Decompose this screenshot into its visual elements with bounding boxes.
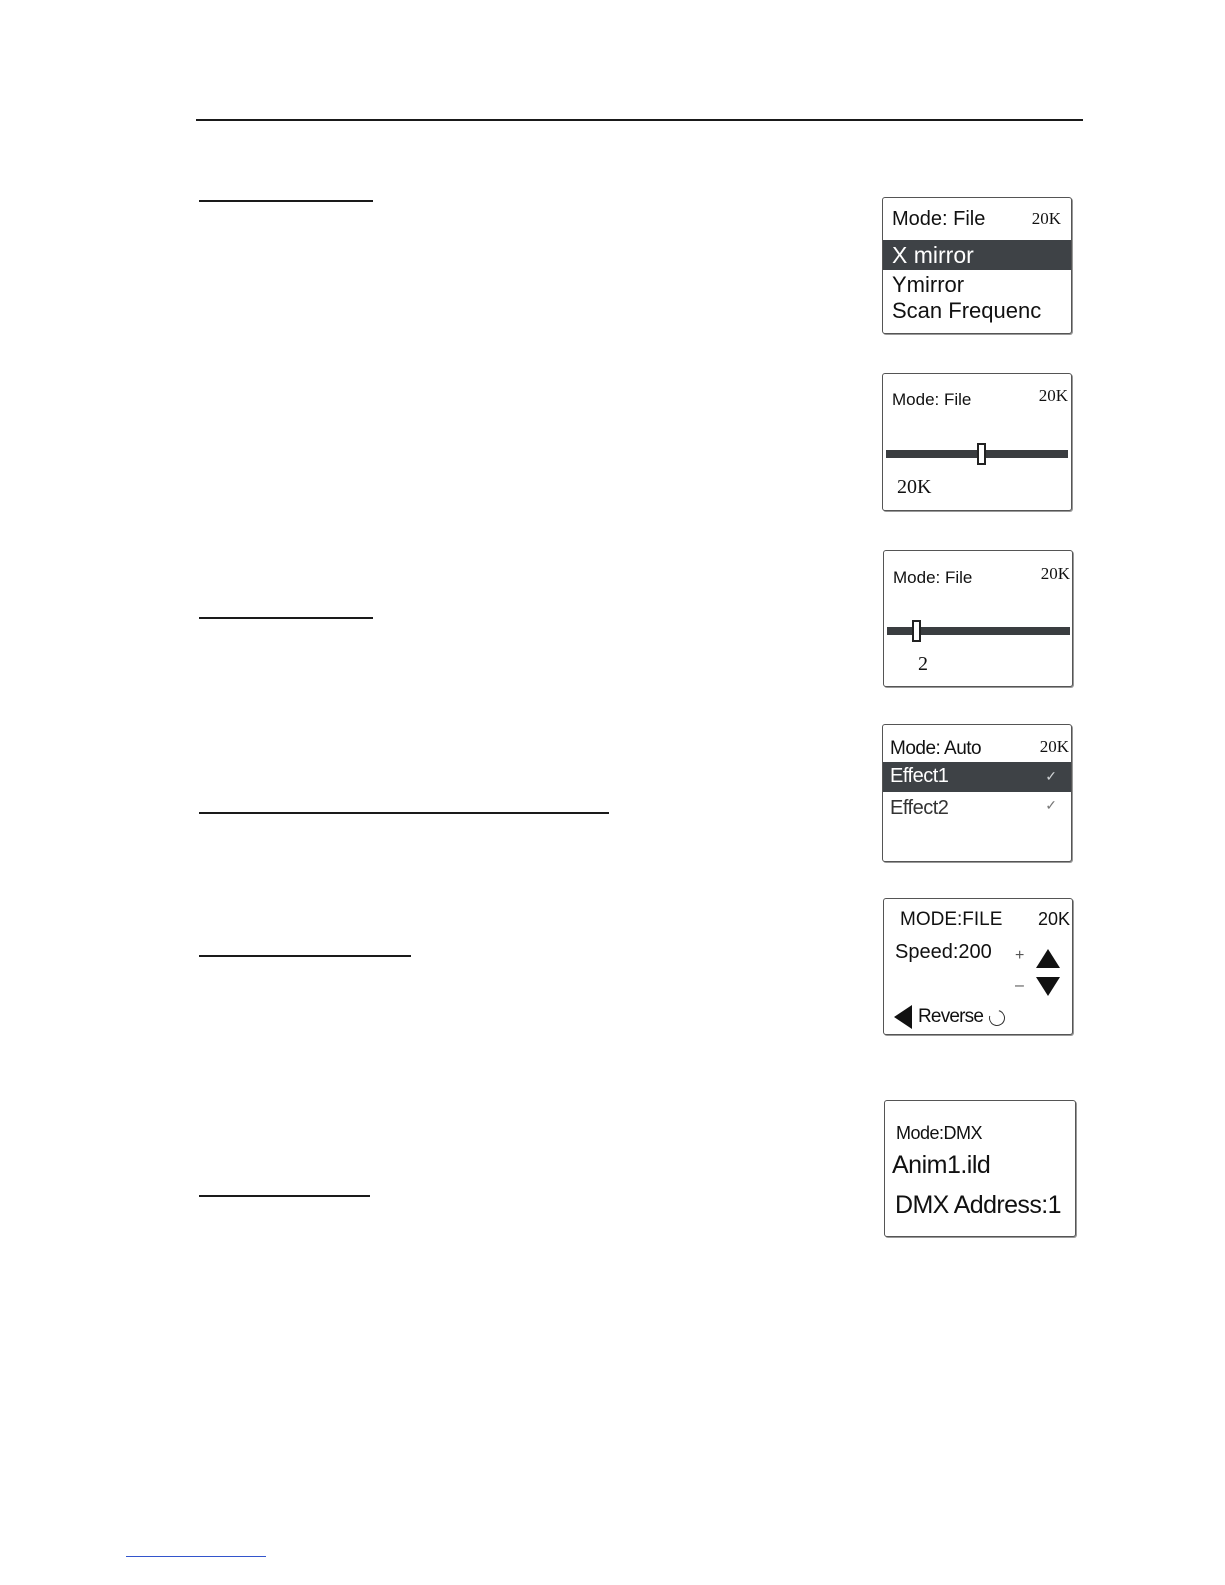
- dmx-address: [895, 1191, 1061, 1220]
- lcd-menu-screen: [882, 197, 1072, 334]
- menu-item-label: X mirror: [892, 242, 974, 268]
- plus-label: +: [1015, 947, 1025, 964]
- menu-item-scan-frequency[interactable]: Scan Frequenc: [892, 298, 1042, 323]
- menu-item-ymirror[interactable]: Ymirror: [892, 272, 965, 297]
- reverse-label[interactable]: Reverse: [918, 1006, 984, 1027]
- check-icon: ✓: [1045, 797, 1057, 813]
- frequency-label: 20K: [1037, 909, 1070, 929]
- frequency-label: 20K: [1038, 386, 1068, 405]
- file-name: Anim1.ild: [892, 1151, 991, 1179]
- frequency-label: 20K: [1039, 737, 1069, 756]
- section-heading-underline-4: [199, 955, 411, 957]
- section-heading-underline-1: [199, 200, 373, 202]
- effect-item-selected[interactable]: [883, 762, 1071, 792]
- slider-handle[interactable]: [977, 443, 986, 465]
- lcd-dmx-screen: [884, 1100, 1076, 1237]
- dmx-address-label: DMX Address: [895, 1191, 1042, 1219]
- slider-value: 20K: [897, 476, 932, 498]
- mode-label: Mode: File: [893, 568, 973, 587]
- speed-down-arrow-icon[interactable]: [1036, 977, 1060, 996]
- mode-label: Mode: File: [892, 208, 986, 230]
- back-arrow-icon[interactable]: [894, 1005, 912, 1029]
- reverse-cycle-icon: [986, 1007, 1008, 1029]
- speed-value: Speed:200: [895, 941, 992, 963]
- mode-label: Mode: File: [892, 390, 972, 409]
- speed-up-arrow-icon[interactable]: [1036, 949, 1060, 968]
- dmx-address-value: :1: [1041, 1191, 1061, 1219]
- section-heading-underline-3: [199, 812, 609, 814]
- mode-label: Mode: Auto: [890, 738, 982, 759]
- effect-item-2[interactable]: Effect2: [890, 797, 949, 819]
- mode-label: MODE:FILE: [900, 909, 1003, 930]
- lcd-speed-screen: [883, 898, 1073, 1035]
- lcd-size-slider-screen: [883, 550, 1073, 687]
- mode-label: Mode:DMX: [896, 1123, 983, 1143]
- section-heading-underline-5: [199, 1195, 370, 1197]
- footer-link-underline: [126, 1556, 266, 1557]
- slider-value: 2: [918, 653, 928, 675]
- frequency-label: 20K: [1040, 564, 1070, 583]
- frequency-label: 20K: [1031, 209, 1061, 228]
- effect-label: Effect1: [890, 765, 949, 787]
- section-heading-underline-2: [199, 617, 373, 619]
- lcd-auto-mode-screen: [882, 724, 1072, 862]
- lcd-scan-slider-screen: [882, 373, 1072, 511]
- menu-item-selected[interactable]: [883, 240, 1071, 270]
- header-rule: [196, 119, 1083, 121]
- check-icon: ✓: [1045, 768, 1057, 784]
- minus-label: –: [1015, 977, 1024, 994]
- slider-handle[interactable]: [912, 620, 921, 642]
